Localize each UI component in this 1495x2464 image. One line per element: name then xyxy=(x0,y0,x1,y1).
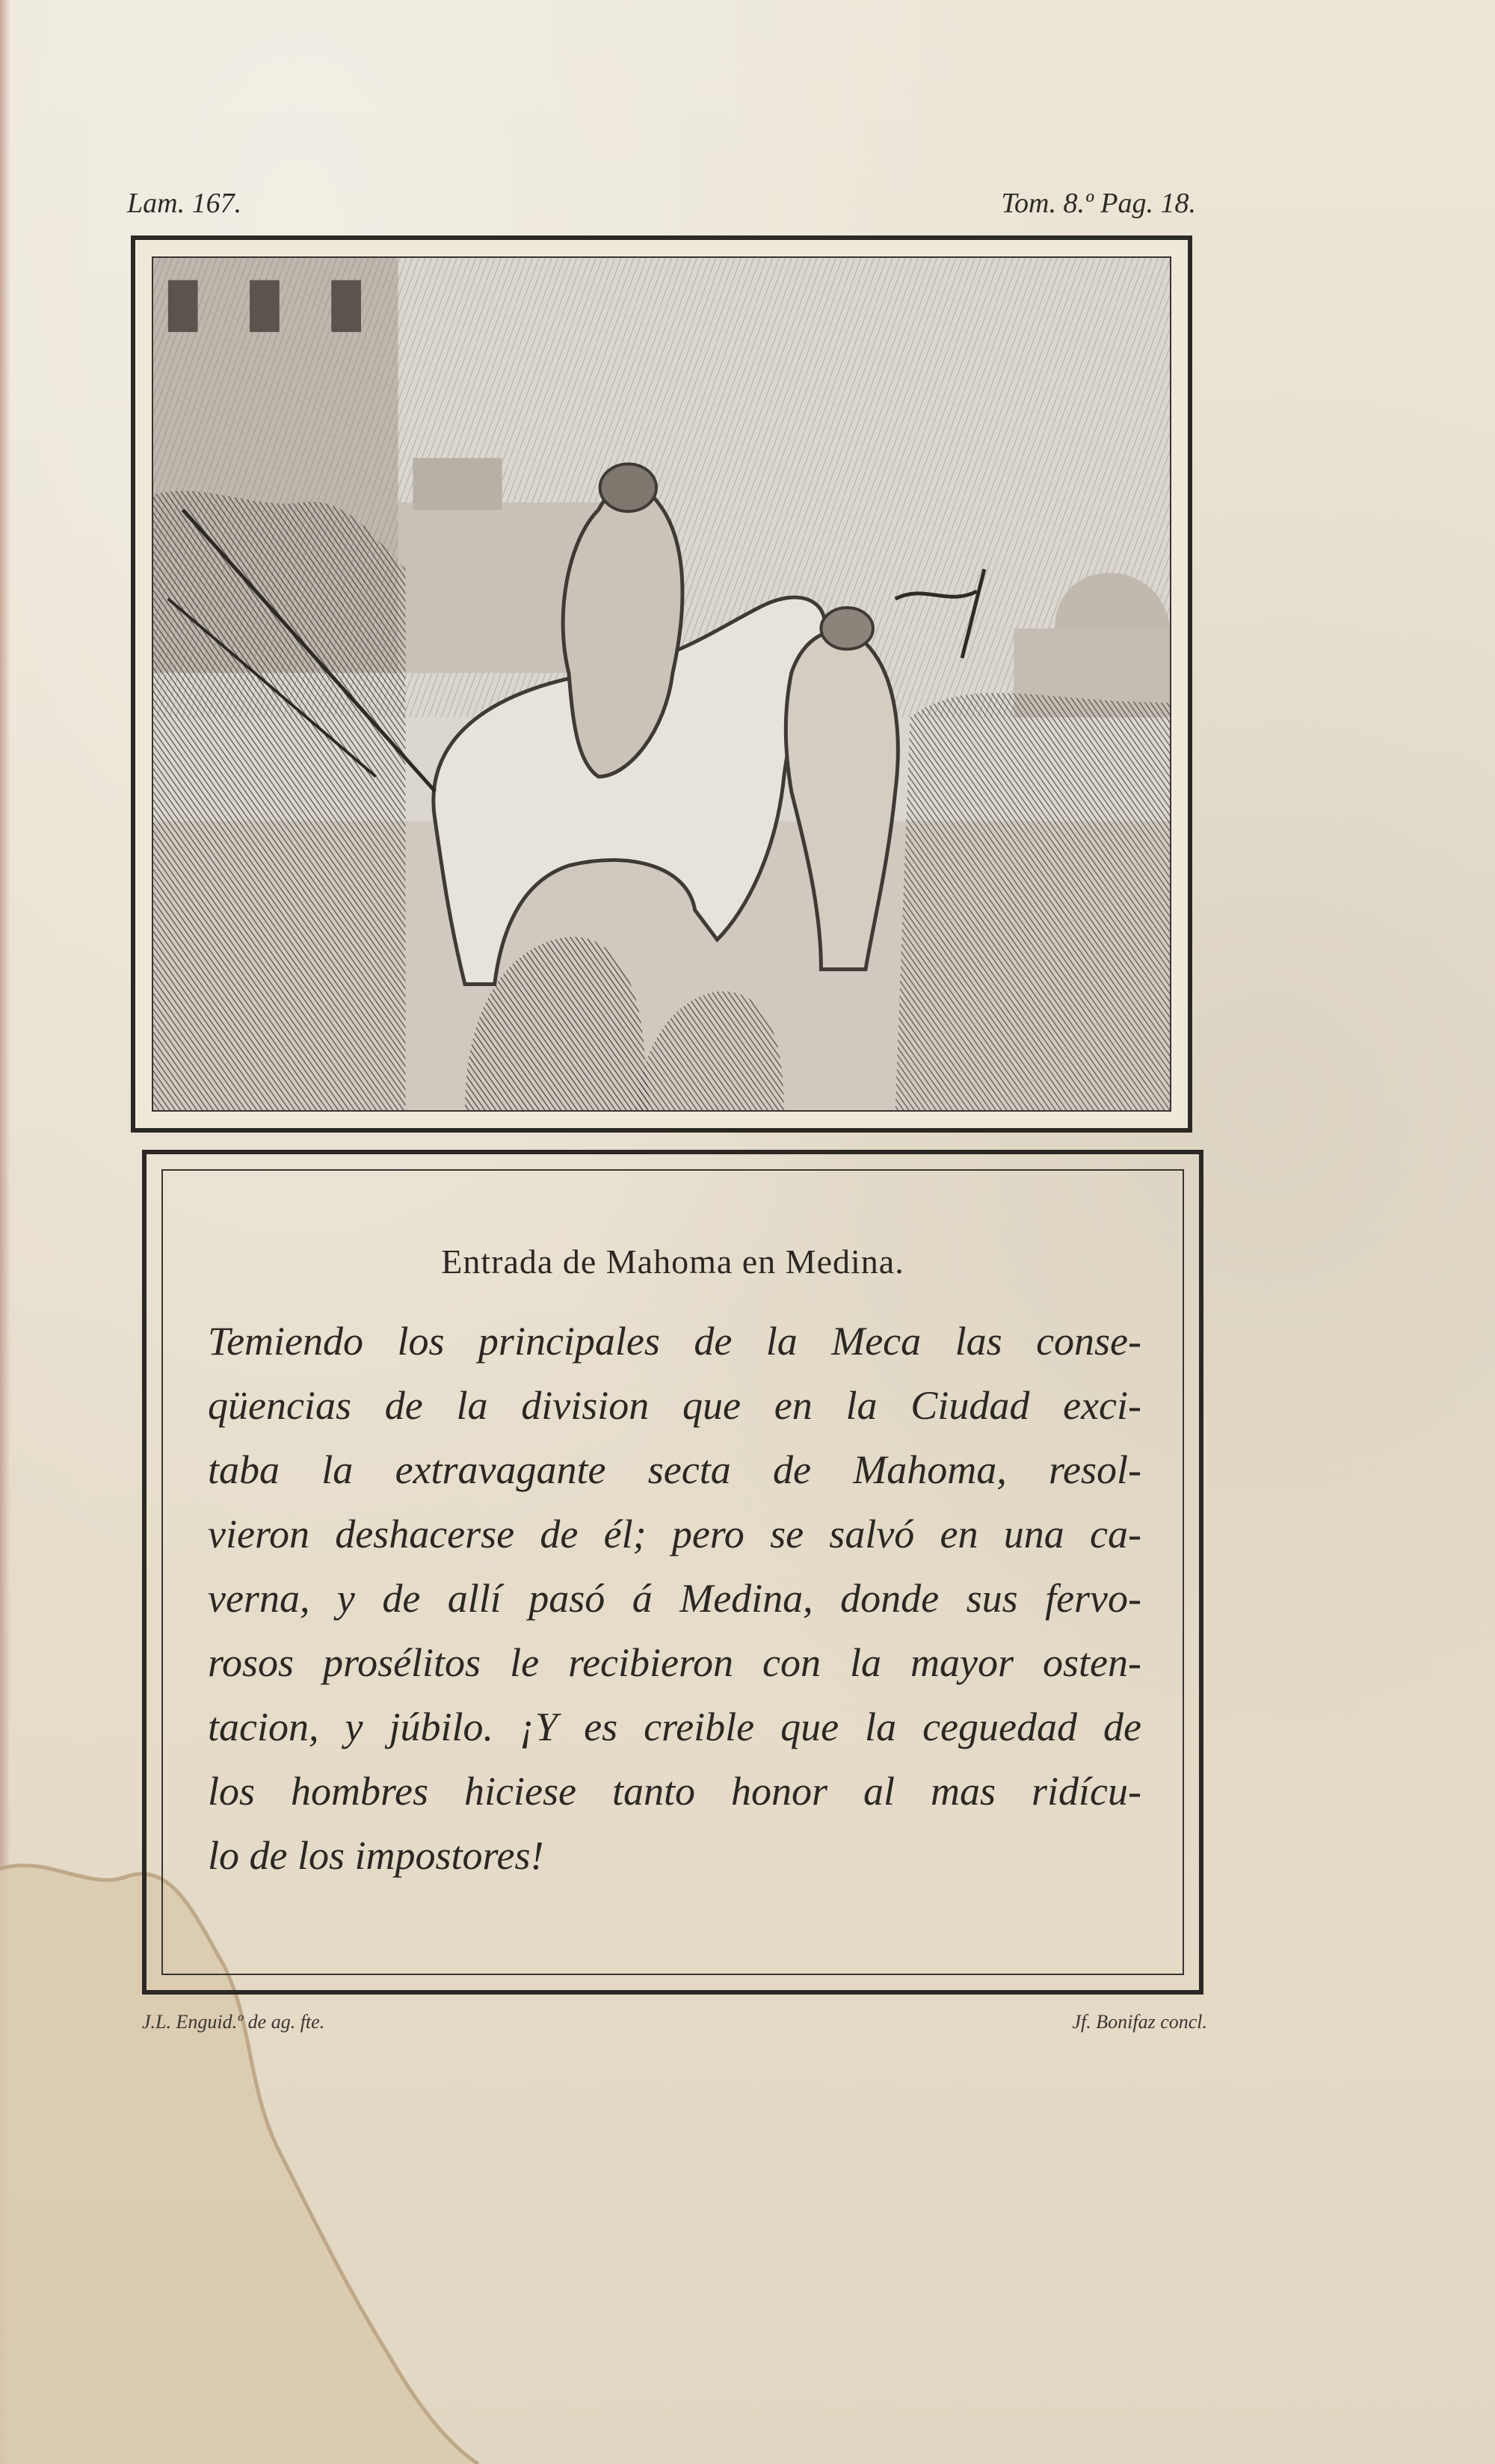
caption-line: tacion, y júbilo. ¡Y es creible que la ceguedad de xyxy=(208,1704,1141,1749)
caption-line: Temiendo los principales de la Meca las conse- xyxy=(208,1319,1141,1364)
tome-page-reference: Tom. 8.º Pag. 18. xyxy=(1001,188,1196,219)
caption-line: rosos prosélitos le recibieron con la mayor osten- xyxy=(208,1640,1141,1685)
caption-line: verna, y de allí pasó á Medina, donde sus fervo- xyxy=(208,1576,1141,1621)
draftsman-credit: J.L. Enguid.º de ag. fte. xyxy=(142,2011,325,2033)
caption-line: taba la extravagante secta de Mahoma, resol- xyxy=(208,1447,1141,1492)
caption-line: vieron deshacerse de él; pero se salvó en una ca- xyxy=(208,1512,1141,1556)
caption-line: los hombres hiciese tanto honor al mas ridícu- xyxy=(208,1769,1141,1814)
engraving-frame xyxy=(131,235,1192,1133)
caption-frame xyxy=(142,1150,1203,1995)
engraver-credit: Jf. Bonifaz concl. xyxy=(1072,2011,1207,2033)
plate-number: Lam. 167. xyxy=(127,188,242,219)
caption-line: lo de los impostores! xyxy=(208,1833,544,1878)
caption-title: Entrada de Mahoma en Medina. xyxy=(441,1242,904,1281)
engraving-illustration-icon xyxy=(152,256,1171,1112)
caption-line: qüencias de la division que en la Ciudad exci- xyxy=(208,1383,1141,1428)
caption-body xyxy=(208,1309,1141,1888)
caption-inner-border xyxy=(161,1169,1184,1975)
